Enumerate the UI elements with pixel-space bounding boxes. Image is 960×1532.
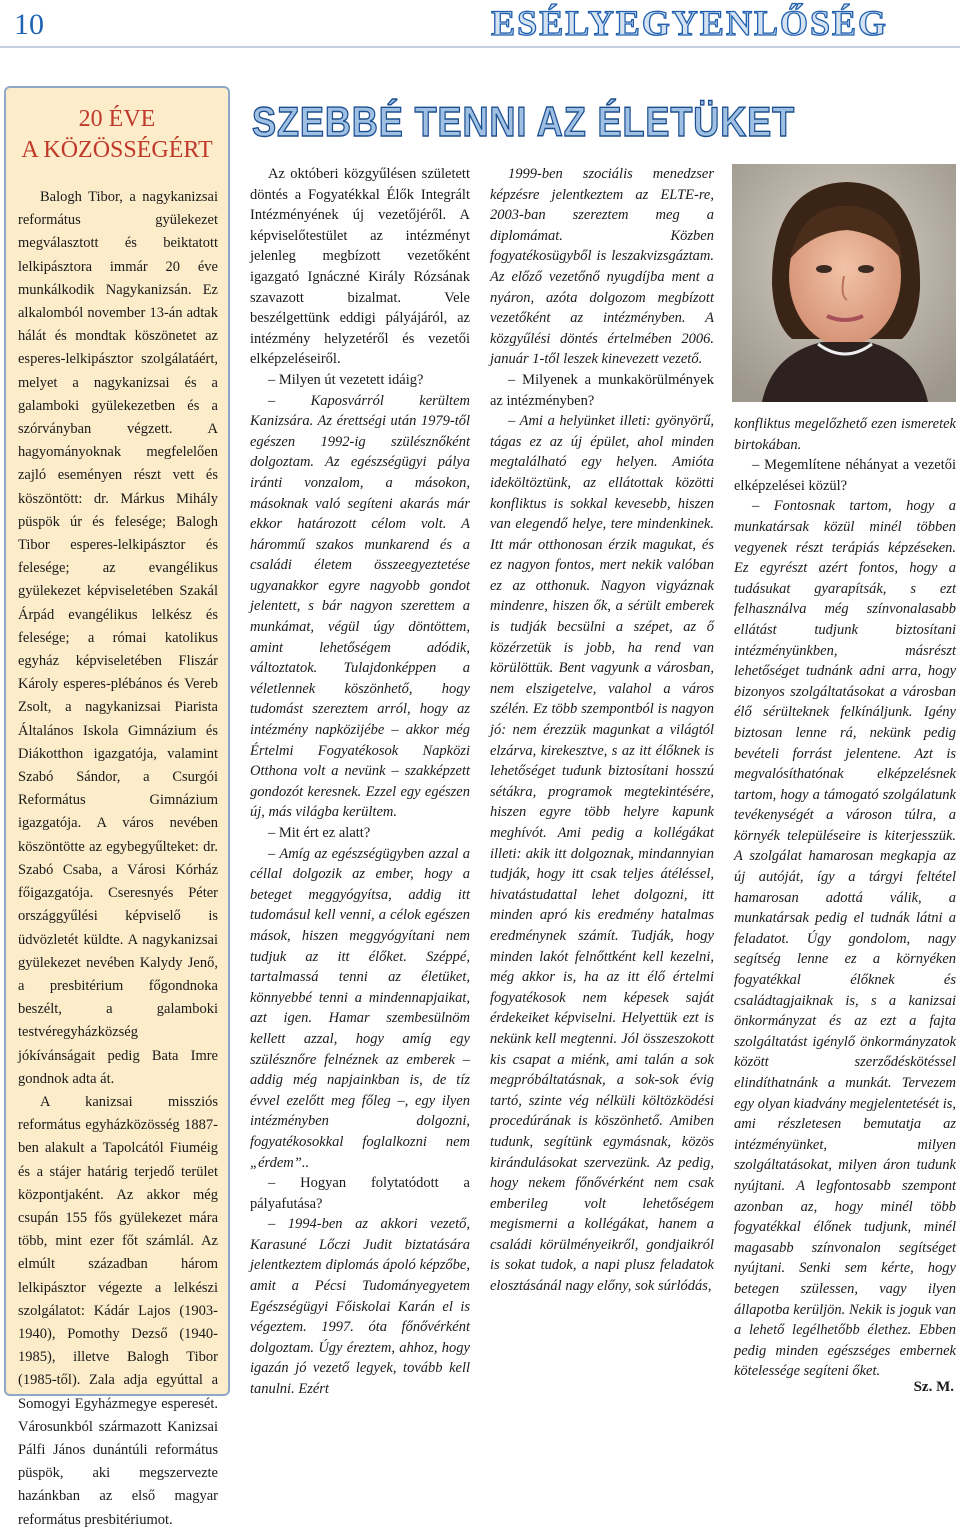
page-header [0,0,960,52]
interview-answer: – Ami a helyünket illeti: gyönyörű, tágas ez az új épület, ahol minden megtalálható egy helyen. Amióta ideköltöztünk, az ellátottak közötti konfliktus is sokkal kevesebb, hiszen van elegendő helye, tere mindenkinek. Itt már otthonosan érzik magukat, és ez nagyon fontos, mert nekik valóban ez az otthonuk. Nagyon vigyáznak mindenre, hiszen ők, a sérült emberek is tudják becsülni a szépet, az ő közérzetük is jobb, ha rend van körülöttük. Bent vagyunk a városban, nem elszigetelve, valahol a város szélén. Ez több szempontból is nagyon jó: nem érezzük magunkat a világtól elzárva, kirekesztve, s az itt élőknek is lehetőséget tudunk biztosítani hosszú sétákra, programok megtekintésére, hiszen egyre több helyre kapunk meghívót. Ami pedig a kollégákat illeti: akik itt dolgoznak, mindannyian tudják, hogy itt csak teljes átéléssel, hivatástudattal lehet dolgozni, itt minden apró kis eredmény hatalmas eredménynek számít. Tudják, hogy minden lakót felnőttként kell kezelni, még akkor is, ha az itt élő értelmi fogyatékosok nem képesek saját érdekeiket képviselni. Helyettük ezt is nekünk kell megtenni. Jól összeszokott kis csapat a miénk, ami talán a sok megpróbáltatásnak, a sok-sok évig tartó, szinte vég nélküli költözködési procedúrának is köszönhető. Amiben tudunk, segítünk egymásnak, közös kirándulásokat szervezünk. Az pedig, hogy nekem főnővérként nem csak emberileg volt lehetőségem megismerni a kollégákat, hanem a családi körülményeikről, gondjaikról is sokat tudok, a napi plusz feladatok elosztásánál nagy előny, sok súrlódás, [490,413,714,1295]
article-column-3 [734,414,956,1382]
interview-question: – Mit ért ez alatt? [268,825,371,841]
interview-answer: konfliktus megelőzhető ezen ismeretek birtokában. [734,416,956,453]
interview-question: – Milyenek a munkakörülmények az intézményben? [490,371,714,409]
article-column-1 [250,164,470,1400]
interview-question: – Megemlítene néhányat a vezetői elképzelései közül? [734,457,956,494]
interview-question: – Hogyan folytatódott a pályafutása? [250,1175,470,1212]
header-divider [0,46,960,48]
article-paragraph: Az októberi közgyűlésen született döntés a Fogyatékkal Élők Integrált Intézményének új vezetőjéről. A képviselőtestület az intézményt jelenleg megbízott vezetőként igazgató Ignáczné Király Rózsának szavazott bizalmat. Vele beszélgettünk eddigi pályájáról, az intézmény helyzetéről és vezetői elképzeléseiről. [250,166,470,368]
interview-answer: – Kaposvárról kerültem Kanizsára. Az érettségi után 1979-től egészen 1992-ig szülésznőként dolgoztam. Az egészségügyi pálya iránti vonzalom, a másokon, másoknak való segíteni akarás már ekkor határozott célom volt. A hárommű szakos munkarend és a családi életem összeegyeztetése ugyanakkor egyre nagyobb gondot jelentett, s bár nagyon szerettem a munkámat, végül úgy döntöttem, amint lehetőségem adódik, változtatok. Tulajdonképpen a véletlennek köszönhető, hogy tudomást szereztem arról, hogy az intézmény napközijébe – akkor még Értelmi Fogyatékosok Napközi Otthona volt a nevünk – szakképzett gondozót keresnek. Ezzel egy egészen új, más világba kerültem. [250,392,470,821]
sidebar-title [6,104,228,166]
sidebar-box [4,86,230,1528]
interview-answer: 1999-ben szociális menedzser képzésre jelentkeztem az ELTE-re, 2003-ban szereztem meg a diplomámat. Közben fogyatékosügyből is leszakvizsgáztam. Az előző vezetőnő nyugdíjba ment a nyáron, azóta dolgozom megbízott vezetőként az intézményben. A közgyűlési döntés értelmében 2006. január 1-től leszek kinevezett vezető. [490,166,714,368]
sidebar-title-line2: A KÖZÖSSÉGÉRT [21,137,213,163]
interview-answer: – Fontosnak tartom, hogy a munkatársak közül minél többen vegyenek részt terápiás képzéseken. Ez egyrészt azért fontos, hogy a tudásukat gyarapítsák, s ezt felhasználva még színvonalasabb ellátást tudjunk biztosítani intézményünkben, másrészt lehetőséget tudnánk adni arra, hogy bizonyos szolgáltatásokat a városban élő sérülteknek felkínáljunk. Igény biztosan lenne rá, nekünk pedig bevételi forrást jelentene. Azt is megvalósíthatónak elképzelésnek tartom, hogy a támogató szolgálatunk tevékenységét a városon túlra, a környék településeire is kiterjesszük. A szolgálat hamarosan megkapja az új autóját, így a tárgyi feltétel hamarosan adottá válik, a munkatársak pedig el tudnák látni a feladatot. Úgy gondolom, nagy segítség lenne ez a környéken fogyatékkal élőknek és családtagjaiknak is, s a kanizsai önkormányzat és az ezt a fajta szolgáltatást igénylő önkormányzatok között szerződéskötéssel elindíthatnánk a munkát. Tervezem egy olyan kiadvány megjelentetését is, ami részletesen bemutatja az intézményünket, milyen szolgáltatásokat, milyen áron tudunk nyújtani. A legfontosabb szempont azonban az, hogy minél több fogyatékkal élőnek tudjunk, minél magasabb színvonalon segítséget nyújtani. Senki sem kérte, hogy betegen szülessen, vagy ilyen állapotba kerüljön. Nekik is joguk van a lehető legélhetőbb élethez. Ebben pedig minden egészséges embernek kötelessége segíteni őket. [734,498,956,1380]
sidebar-title-line1: 20 ÉVE [78,106,156,132]
interviewee-portrait [732,164,956,402]
interview-answer: – Amíg az egészségügyben azzal a céllal dolgozik az ember, hogy a beteget meggyógyítsa, addig itt tudomásul kell venni, a célok egészen mások, hiszen meggyógyítani nem tudjuk az itt élőket. Széppé, tartalmassá tenni az életüket, könnyebbé tenni a mindennapjaikat, azt igen. Hamar szembesülnöm kellett azzal, hogy amíg egy szülésznőre felnéznek az emberek – addig még napjainkban is, de tíz évvel ezelőtt meg főleg –, egy ilyen intézményben dolgozni, fogyatékosokkal foglalkozni nem „érdem”.. [250,845,470,1171]
interview-answer: – 1994-ben az akkori vezető, Karasuné Lőczi Judit biztatására jelentkeztem diplomás ápoló képzőbe, amit a Pécsi Tudományegyetem Egészségügyi Főiskolai Karán el is végeztem. 1997. óta főnővérként dolgoztam. Úgy éreztem, ahhoz, hogy igazán jó vezető legyek, tovább kell tanulni. Ezért [250,1216,470,1398]
article-title: SZEBBÉ TENNI AZ ÉLETÜKET [252,98,796,145]
section-title: ESÉLYEGYENLŐSÉG [491,3,888,43]
portrait-photo-icon [732,164,956,402]
article-column-2 [490,164,714,1297]
author-signature: Sz. M. [913,1379,954,1395]
interview-question: – Milyen út vezetett idáig? [268,371,424,388]
page-number: 10 [14,8,44,41]
sidebar-paragraph: A kanizsai missziós református egyházközösség 1887-ben alakult a Tapolcától Fiuméig és a stájer határig terjedő terület központjaként. Az akkor még csupán 155 fős gyülekezet mára több, mint ezer főt számlál. Az elmúlt században három lelkipásztor végezte a lelkészi szolgálatot: Kádár Lajos (1903-1940), Pomothy Dezső (1940-1985), illetve Balogh Tibor (1985-től). Zala adja egyúttal a Somogyi Egyházmegye esperesét. Városunkból származott Kanizsai Pálfi János dunántúli református püspök, aki megszervezte hazánkban az első magyar református presbitériumot. [18,1093,218,1528]
sidebar-paragraph: Balogh Tibor, a nagykanizsai református gyülekezet megválasztott és beiktatott lelkipásztora immár 20 éve munkálkodik Nagykanizsán. Ez alkalomból november 13-án adtak hálát és mondtak köszönetet az esperes-lelkipásztor szolgálatáért, melyet a nagykanizsai és a galamboki gyülekezetben és a szórványban végzett. A hagyományoknak megfelelően zajló eseményen részt vett és köszöntött: dr. Márkus Mihály püspök úr és felesége; Balogh Tibor esperes-lelkipásztor és felesége; az evangélikus gyülekezet képviseletében Szakál Árpád evangélikus lelkész és felesége; a római katolikus egyház képviseletében Fliszár Károly esperes-plébános és Vereb Zsolt, a nagykanizsai Piarista Általános Iskola Gimnázium és Diákotthon igazgatója, valamint Szabó Sándor, a Csurgói Református Gimnázium igazgatója. A város nevében köszöntötte az egybegyűlteket: dr. Szabó Csaba, a Városi Kórház főigazgatója. Cseresnyés Péter országgyűlési képviselő is üdvözletét küldte. A nagykanizsai gyülekezet nevében Kalydy Jenő, a presbitérium főgondnoka beszélt, a galamboki testvéregyházközség jókívánságait pedig Bata Imre gondnok adta át. [18,189,218,1087]
sidebar-body [18,186,218,1532]
